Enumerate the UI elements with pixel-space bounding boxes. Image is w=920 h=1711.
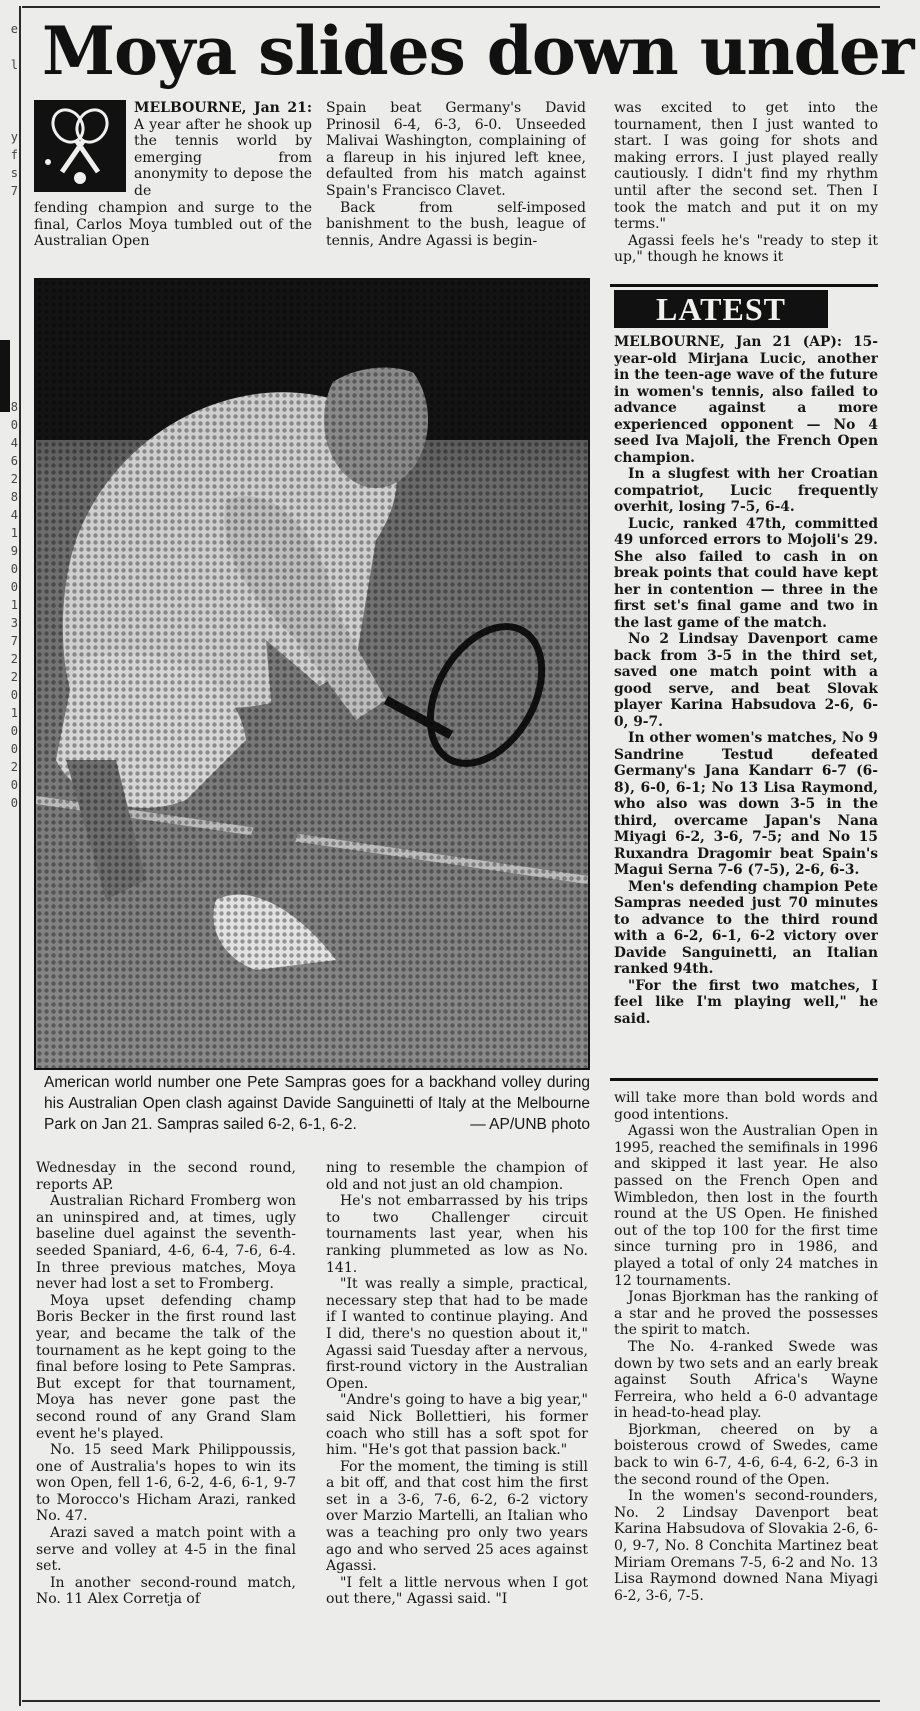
- paragraph: Arazi saved a match point with a serve and volley at 4-5 in the final set.: [36, 1525, 296, 1575]
- gutter-glyph: 1: [10, 598, 18, 612]
- column-3-top: [614, 100, 878, 276]
- gutter-glyph: f: [10, 148, 18, 162]
- gutter-glyph: 0: [10, 778, 18, 792]
- gutter-glyph: 2: [10, 472, 18, 486]
- latest-paragraph: In other women's matches, No 9 Sandrine Testud defeated Germany's Jana Kandarr 6-7 (6-8), 6-0, 6-1; No 13 Lisa Raymond, who also was down 3-5 in the third, overcame Japan's Nana Miyagi 6-2, 3-6, 7-5; and No 15 Ruxandra Dragomir beat Spain's Magui Serna 7-6 (7-5), 2-6, 6-3.: [614, 730, 878, 878]
- gutter-glyph: l: [10, 58, 18, 72]
- caption-text: American world number one Pete Sampras goes for a backhand volley during his Australian Open clash against Davide Sanguinetti of Italy at the Melbourne Park on Jan 21. Sampras sailed 6-2, 6-1, 6-2.: [44, 1074, 590, 1133]
- gutter-glyph: 8: [10, 400, 18, 414]
- latest-paragraph: Lucic, ranked 47th, committed 49 unforced errors to Mojoli's 29. She also failed to cash in on break points that could have kept her in contention — three in the first set's final game and two in the last game of the match.: [614, 515, 878, 631]
- paragraph: Wednesday in the second round, reports AP.: [36, 1160, 296, 1193]
- paragraph: Agassi feels he's "ready to step it up," though he knows it: [614, 232, 878, 266]
- paragraph: will take more than bold words and good intentions.: [614, 1090, 878, 1123]
- paragraph: was excited to get into the tournament, then I just wanted to start. I was going for shots and making errors. I just played really cautiously. I didn't find my rhythm until after the second set. Then I took the match and put it on my terms.": [614, 100, 878, 233]
- gutter-glyph: [0, 92, 18, 110]
- lead-text-wrap: A year after he shook up the tennis world by emerging from anonymity to depose the de: [134, 116, 312, 199]
- paragraph: Agassi won the Australian Open in 1995, reached the semifinals in 1996 and skipped it last year. He also passed on the French Open and Wimbledon, then lost in the fourth round at the US Open. He finished out of the top 100 for the first time since turning pro in 1986, and played a total of only 24 matches in 12 tournaments.: [614, 1123, 878, 1289]
- latest-paragraph: "For the first two matches, I feel like I'm playing well," he said.: [614, 977, 878, 1027]
- gutter-glyph: 1: [10, 706, 18, 720]
- adjacent-column-fragment: [0, 20, 18, 920]
- latest-dateline: MELBOURNE, Jan 21 (AP):: [614, 334, 842, 350]
- paragraph: The No. 4-ranked Swede was down by two sets and an early break against South Africa's Wayne Ferreira, who held a 6-0 advantage in head-to-head play.: [614, 1338, 878, 1422]
- paragraph: "I felt a little nervous when I got out there," Agassi said. "I: [326, 1574, 588, 1608]
- gutter-glyph: 7: [10, 184, 18, 198]
- photo-caption: [44, 1072, 590, 1152]
- latest-paragraph: No 2 Lindsay Davenport came back from 3-5 in the third set, saved one match point with a good serve, and beat Slovak player Karina Habsudova 2-6, 6-0, 9-7.: [614, 631, 878, 730]
- latest-lead-text: 15-year-old Mirjana Lucic, another in the teen-age wave of the future in women's tennis, also failed to advance against a more experienced opponent — No 4 seed Iva Majoli, the French Open champion.: [614, 334, 878, 466]
- gutter-glyph: 0: [10, 562, 18, 576]
- latest-paragraph: [614, 334, 878, 466]
- column-rule: [19, 6, 21, 1706]
- gutter-glyph: [0, 218, 18, 236]
- bottom-rule: [22, 1700, 880, 1702]
- gutter-glyph: 1: [10, 526, 18, 540]
- gutter-glyph: [0, 110, 18, 128]
- gutter-glyph: [0, 272, 18, 290]
- gutter-glyph: 2: [10, 652, 18, 666]
- column-1-bottom: [36, 1160, 296, 1696]
- paragraph: No. 15 seed Mark Philippoussis, one of Australia's hopes to win its won Open, fell 1-6, 6-2, 4-6, 6-1, 9-7 to Morocco's Hicham Arazi, ranked No. 47.: [36, 1442, 296, 1525]
- gutter-glyph: 0: [10, 418, 18, 432]
- paragraph: He's not embarrassed by his trips to two Challenger circuit tournaments last year, when his ranking plummeted as low as No. 141.: [326, 1193, 588, 1276]
- gutter-glyph: 4: [10, 508, 18, 522]
- latest-rule-top: [610, 284, 878, 287]
- gutter-glyph: 2: [10, 670, 18, 684]
- headline: Moya slides down under: [42, 12, 914, 90]
- gutter-glyph: 2: [10, 760, 18, 774]
- gutter-glyph: 0: [10, 580, 18, 594]
- gutter-glyph: 3: [10, 616, 18, 630]
- gutter-glyph: y: [10, 130, 18, 144]
- gutter-glyph: s: [10, 166, 18, 180]
- news-photo-tennis-player: [34, 278, 590, 1070]
- tennis-rackets-icon: [34, 100, 126, 192]
- paragraph: Bjorkman, cheered on by a boisterous crowd of Swedes, came back to win 6-7, 4-6, 6-4, 6-2, 6-3 in the second round of the Open.: [614, 1421, 878, 1488]
- lead-paragraph-top: [134, 100, 312, 200]
- column-2-bottom: [326, 1160, 588, 1696]
- gutter-glyph: 9: [10, 544, 18, 558]
- adjacent-column-mark: [0, 340, 10, 412]
- gutter-glyph: [0, 74, 18, 92]
- gutter-glyph: 0: [10, 796, 18, 810]
- gutter-glyph: 8: [10, 490, 18, 504]
- gutter-glyph: [0, 38, 18, 56]
- paragraph: Jonas Bjorkman has the ranking of a star and he proved the possesses the spirit to match.: [614, 1289, 878, 1339]
- gutter-glyph: 0: [10, 742, 18, 756]
- paragraph: Spain beat Germany's David Prinosil 6-4, 6-3, 6-0. Unseeded Malivai Washington, complaining of a flareup in his injured left knee, defaulted from his match against Spain's Francisco Clavet.: [326, 100, 586, 199]
- paragraph: ning to resemble the champion of old and not just an old champion.: [326, 1160, 588, 1193]
- gutter-glyph: [0, 290, 18, 308]
- lead-paragraph-continued: fending champion and surge to the final, Carlos Moya tumbled out of the Australian Open: [34, 200, 312, 250]
- paragraph: For the moment, the timing is still a bit off, and that cost him the first set in a 3-6, 7-6, 6-2, 6-2 victory over Marzio Martelli, an Italian who was a teaching pro only two years ago and who served 25 aces against Agassi.: [326, 1458, 588, 1575]
- gutter-glyph: [0, 200, 18, 218]
- gutter-glyph: e: [10, 22, 18, 36]
- paragraph: Australian Richard Fromberg won an uninspired and, at times, ugly baseline duel against the seventh-seeded Spaniard, 4-6, 6-4, 7-6, 6-4. In three previous matches, Moya never had lost a set to Fromberg.: [36, 1193, 296, 1293]
- paragraph: "It was really a simple, practical, necessary step that had to be made if I wanted to continue playing. And I did, there's no question about it," Agassi said Tuesday after a nervous, first-round victory in the Australian Open.: [326, 1276, 588, 1392]
- paragraph: Back from self-imposed banishment to the bush, league of tennis, Andre Agassi is begin-: [326, 199, 586, 249]
- gutter-glyph: 0: [10, 688, 18, 702]
- paragraph: Moya upset defending champ Boris Becker in the first round last year, and became the talk of the tournament as he kept going to the final before losing to Pete Sampras. But except for that tournament, Moya has never gone past the second round of any Grand Slam event he's played.: [36, 1292, 296, 1442]
- gutter-glyph: 7: [10, 634, 18, 648]
- gutter-glyph: 0: [10, 724, 18, 738]
- latest-story: [614, 334, 878, 1074]
- gutter-glyph: [0, 308, 18, 326]
- gutter-glyph: 6: [10, 454, 18, 468]
- gutter-glyph: [0, 254, 18, 272]
- latest-paragraph: In a slugfest with her Croatian compatriot, Lucic frequently overhit, losing 7-5, 6-4.: [614, 466, 878, 515]
- photo-credit: — AP/UNB photo: [470, 1116, 590, 1133]
- latest-label: LATEST: [614, 290, 828, 328]
- gutter-glyph: [0, 236, 18, 254]
- column-2-top: [326, 100, 586, 272]
- latest-paragraph: Men's defending champion Pete Sampras needed just 70 minutes to advance to the third round with a 6-2, 6-1, 6-2 victory over Davide Sanguinetti, an Italian ranked 94th.: [614, 878, 878, 977]
- latest-rule-bottom: [610, 1078, 878, 1081]
- lead-dateline: MELBOURNE, Jan 21:: [134, 100, 312, 116]
- gutter-glyph: 4: [10, 436, 18, 450]
- column-3-bottom: [614, 1090, 878, 1696]
- paragraph: In the women's second-rounders, No. 2 Lindsay Davenport beat Karina Habsudova of Slovakia 2-6, 6-0, 9-7, No. 8 Conchita Martinez beat Miriam Oremans 7-5, 6-2 and No. 13 Lisa Raymond downed Nana Miyagi 6-2, 3-6, 7-5.: [614, 1488, 878, 1604]
- paragraph: In another second-round match, No. 11 Alex Corretja of: [36, 1574, 296, 1608]
- paragraph: "Andre's going to have a big year," said Nick Bollettieri, his former coach who still has a soft spot for him. "He's got that passion back.": [326, 1392, 588, 1459]
